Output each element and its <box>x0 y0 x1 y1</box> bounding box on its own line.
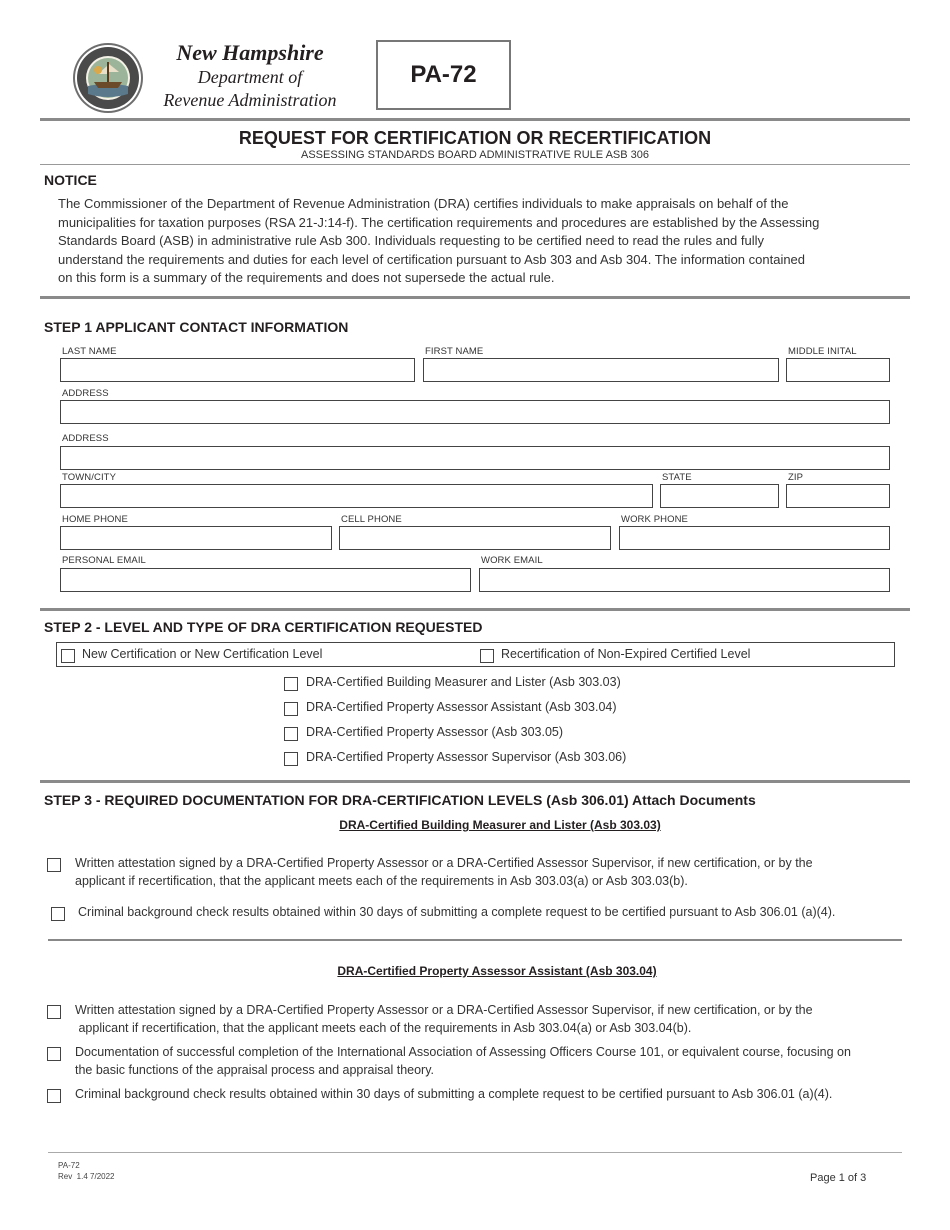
title-rule <box>40 164 910 165</box>
new-cert-checkbox[interactable] <box>61 649 75 663</box>
seal-icon <box>72 42 144 114</box>
section-a-background-checkbox[interactable] <box>51 907 65 921</box>
section-b-attestation-text <box>75 1001 813 1037</box>
cell-phone-label: CELL PHONE <box>341 514 402 525</box>
home-phone-label: HOME PHONE <box>62 514 128 525</box>
section-a-attestation-text <box>75 854 813 890</box>
zip-field[interactable] <box>786 484 890 508</box>
section-a-title: DRA-Certified Building Measurer and Lister (Asb 303.03) <box>339 818 661 832</box>
notice-line: on this form is a summary of the requirements and does not supersede the actual rule. <box>58 270 555 285</box>
state-label: STATE <box>662 472 692 483</box>
first-name-field[interactable] <box>423 358 779 382</box>
recert-checkbox[interactable] <box>480 649 494 663</box>
footer-revision: Rev 1.4 7/2022 <box>58 1172 115 1181</box>
level-label-assessor: DRA-Certified Property Assessor (Asb 303.05) <box>306 725 564 739</box>
step1-heading: STEP 1 APPLICANT CONTACT INFORMATION <box>44 319 349 335</box>
work-email-field[interactable] <box>479 568 890 592</box>
section-a-attestation-line: applicant if recertification, that the applicant meets each of the requirements in Asb 303.03(a) or Asb 303.03(b). <box>75 874 688 888</box>
step1-rule <box>40 608 910 611</box>
footer-page-number: Page 1 of 3 <box>810 1172 867 1184</box>
level-checkbox-measurer[interactable] <box>284 677 298 691</box>
state-seal <box>72 42 144 114</box>
section-a-attestation-line: Written attestation signed by a DRA-Certified Property Assessor or a DRA-Certified Assessor Supervisor, if new certification, or by the <box>75 856 813 870</box>
cell-phone-field[interactable] <box>339 526 611 550</box>
step2-rule <box>40 780 910 783</box>
first-name-label: FIRST NAME <box>425 346 484 357</box>
footer-rule <box>48 1152 902 1153</box>
level-checkbox-assessor-assistant[interactable] <box>284 702 298 716</box>
section-b-title: DRA-Certified Property Assessor Assistant (Asb 303.04) <box>337 964 657 978</box>
address2-field[interactable] <box>60 446 890 470</box>
level-checkbox-supervisor[interactable] <box>284 752 298 766</box>
town-city-label: TOWN/CITY <box>62 472 117 483</box>
notice-rule <box>40 296 910 299</box>
section-a-attestation-checkbox[interactable] <box>47 858 61 872</box>
level-label-assessor-assistant: DRA-Certified Property Assessor Assistant (Asb 303.04) <box>306 700 617 714</box>
middle-initial-field[interactable] <box>786 358 890 382</box>
step3-heading: STEP 3 - REQUIRED DOCUMENTATION FOR DRA-CERTIFICATION LEVELS (Asb 306.01) Attach Documents <box>44 792 756 808</box>
work-phone-label: WORK PHONE <box>621 514 688 525</box>
section-b-course-text <box>75 1043 851 1079</box>
notice-line: municipalities for taxation purposes (RSA 21-J:14-f). The certification requirements and procedures are established by the Assessing <box>58 214 820 230</box>
zip-label: ZIP <box>788 472 804 483</box>
work-email-label: WORK EMAIL <box>481 555 543 566</box>
section-divider <box>48 939 902 941</box>
middle-initial-label: MIDDLE INITAL <box>788 346 857 357</box>
form-number: PA-72 <box>410 61 477 88</box>
town-city-field[interactable] <box>60 484 653 508</box>
notice-text <box>58 195 908 288</box>
section-a-background-text: Criminal background check results obtained within 30 days of submitting a complete request to be certified pursuant to Asb 306.01 (a)(4). <box>78 905 836 919</box>
home-phone-field[interactable] <box>60 526 332 550</box>
address1-label: ADDRESS <box>62 388 109 399</box>
address2-label: ADDRESS <box>62 433 109 444</box>
section-b-attestation-line: Written attestation signed by a DRA-Certified Property Assessor or a DRA-Certified Assessor Supervisor, if new certification, or by the <box>75 1003 813 1017</box>
section-b-attestation-line: applicant if recertification, that the applicant meets each of the requirements in Asb 303.04(a) or Asb 303.04(b). <box>75 1021 692 1035</box>
notice-line: understand the requirements and duties for each level of certification pursuant to Asb 303 and Asb 304. The information contained <box>58 251 806 267</box>
notice-line: The Commissioner of the Department of Revenue Administration (DRA) certifies individuals to make appraisals on behalf of the <box>58 196 789 211</box>
section-b-attestation-checkbox[interactable] <box>47 1005 61 1019</box>
header-dept-line1: Department of <box>197 67 303 87</box>
form-number-box <box>376 40 511 110</box>
header-rule <box>40 118 910 121</box>
level-label-supervisor: DRA-Certified Property Assessor Supervisor (Asb 303.06) <box>306 750 627 764</box>
section-b-course-line: the basic functions of the appraisal process and appraisal theory. <box>75 1063 435 1077</box>
header-dept-line2: Revenue Administration <box>163 90 337 110</box>
state-field[interactable] <box>660 484 779 508</box>
section-b-background-text: Criminal background check results obtained within 30 days of submitting a complete request to be certified pursuant to Asb 306.01 (a)(4). <box>75 1087 833 1101</box>
recert-label: Recertification of Non-Expired Certified Level <box>501 647 751 661</box>
section-b-course-checkbox[interactable] <box>47 1047 61 1061</box>
level-checkbox-assessor[interactable] <box>284 727 298 741</box>
header-state: New Hampshire <box>176 40 324 65</box>
address1-field[interactable] <box>60 400 890 424</box>
notice-line: Standards Board (ASB) in administrative rule Asb 300. Individuals requesting to be certified need to read the rules and fully <box>58 233 765 248</box>
section-b-course-line: Documentation of successful completion of the International Association of Assessing Officers Course 101, or equivalent course, focusing on <box>75 1045 851 1059</box>
footer-form-number: PA-72 <box>58 1161 80 1170</box>
level-label-measurer: DRA-Certified Building Measurer and Lister (Asb 303.03) <box>306 675 621 689</box>
notice-heading: NOTICE <box>44 172 97 188</box>
work-phone-field[interactable] <box>619 526 890 550</box>
last-name-label: LAST NAME <box>62 346 117 357</box>
personal-email-field[interactable] <box>60 568 471 592</box>
form-subtitle: ASSESSING STANDARDS BOARD ADMINISTRATIVE RULE ASB 306 <box>300 149 650 161</box>
step2-heading: STEP 2 - LEVEL AND TYPE OF DRA CERTIFICATION REQUESTED <box>44 619 483 635</box>
new-cert-label: New Certification or New Certification Level <box>82 647 323 661</box>
section-b-background-checkbox[interactable] <box>47 1089 61 1103</box>
personal-email-label: PERSONAL EMAIL <box>62 555 146 566</box>
form-title: REQUEST FOR CERTIFICATION OR RECERTIFICATION <box>238 128 712 148</box>
last-name-field[interactable] <box>60 358 415 382</box>
